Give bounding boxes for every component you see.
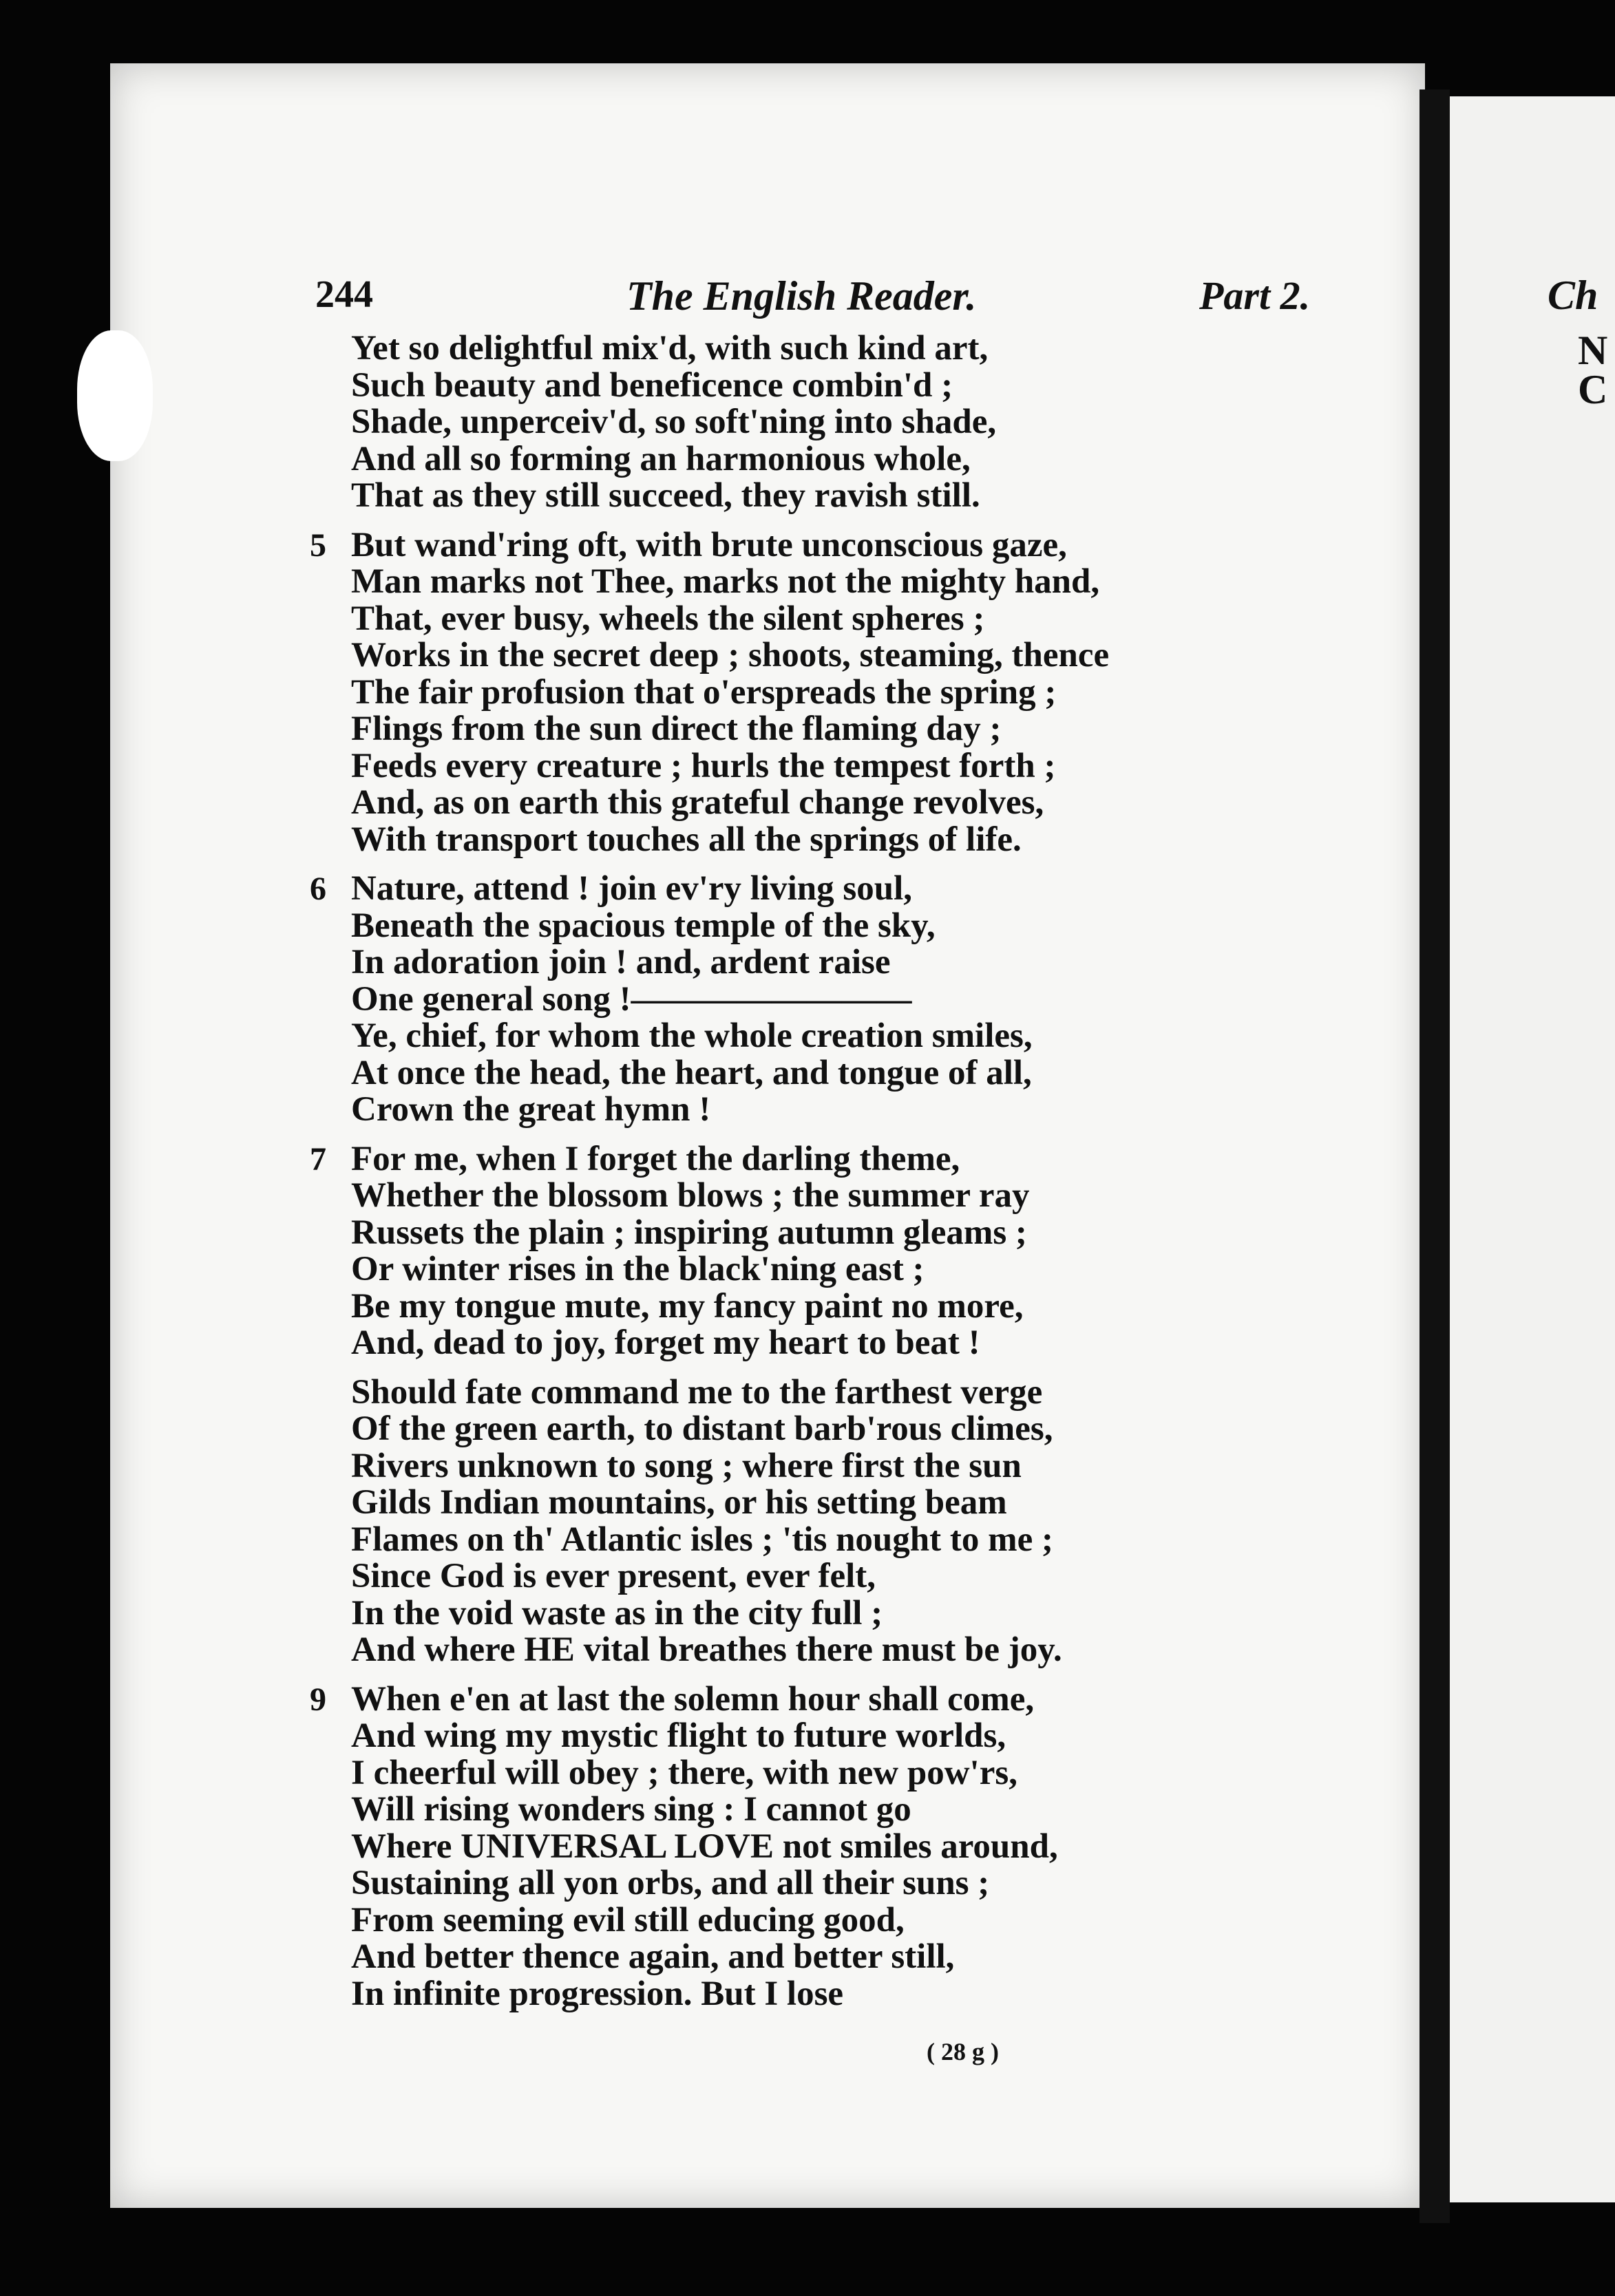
stanza-number: 6 [310, 871, 326, 907]
verse-line [275, 404, 1308, 441]
stanza [275, 1141, 1308, 1362]
verse-line [275, 748, 1308, 785]
verse-line [275, 674, 1308, 712]
verse-line-text: Feeds every creature ; hurls the tempest forth ; [351, 746, 1056, 785]
verse-line [275, 1178, 1308, 1215]
verse-line [275, 1976, 1308, 2013]
verse-line [275, 564, 1308, 601]
verse-line-text: In the void waste as in the city full ; [351, 1593, 883, 1633]
verse-line-text: Beneath the spacious temple of the sky, [351, 906, 936, 945]
stanza [275, 527, 1308, 859]
verse-line-text: Crown the great hymn ! [351, 1090, 711, 1129]
verse-line-text: In adoration join ! and, ardent raise [351, 943, 891, 981]
verse-line [275, 1141, 1308, 1178]
adjacent-page-fragment: N [1578, 328, 1608, 373]
verse-line-text: Be my tongue mute, my fancy paint no more, [351, 1286, 1024, 1326]
verse-line-text: Man marks not Thee, marks not the mighty hand, [351, 562, 1100, 601]
verse-line-text: And, dead to joy, forget my heart to beat ! [351, 1324, 980, 1362]
verse-line-text: And, as on earth this grateful change revolves, [351, 783, 1044, 822]
verse-line [275, 981, 1308, 1019]
verse-line [275, 1522, 1308, 1559]
verse-line [275, 908, 1308, 945]
verse-line [275, 1485, 1308, 1522]
verse-line [275, 1632, 1308, 1669]
verse-line-text: In infinite progression. But I lose [351, 1974, 844, 2013]
verse-line [275, 365, 1308, 405]
verse-line-text: And all so forming an harmonious whole, [351, 439, 971, 478]
verse-line-text: Sustaining all yon orbs, and all their suns ; [351, 1864, 990, 1902]
verse-line-text: And wing my mystic flight to future worlds, [351, 1716, 1006, 1755]
page-gutter [1419, 89, 1450, 2223]
verse-line [275, 527, 1308, 564]
running-title: The English Reader. [626, 273, 977, 319]
verse-line [275, 944, 1308, 981]
verse-line [275, 1374, 1308, 1412]
verse-line [275, 1829, 1308, 1866]
verse-line-text: Russets the plain ; inspiring autumn gleams ; [351, 1213, 1027, 1252]
stanza-number: 5 [310, 527, 326, 564]
verse-line [275, 1865, 1308, 1902]
verse-line [275, 637, 1308, 674]
verse-line-text: And better thence again, and better still, [351, 1937, 955, 1976]
verse-line [275, 711, 1308, 748]
stanza [275, 330, 1308, 515]
verse-line [275, 1558, 1308, 1595]
verse-line-text: The fair profusion that o'erspreads the spring ; [351, 672, 1057, 712]
verse-line [275, 1755, 1308, 1792]
verse-line [275, 1055, 1308, 1092]
verse-line [275, 1251, 1308, 1288]
verse-line [275, 1939, 1308, 1976]
verse-line [275, 601, 1308, 638]
verse-line [275, 1792, 1308, 1829]
paper-damage-mark [77, 330, 153, 461]
verse-line-text: And where HE vital breathes there must be joy. [351, 1630, 1062, 1669]
verse-line-text: With transport touches all the springs of life. [351, 820, 1022, 859]
verse-line-text: Nature, attend ! join ev'ry living soul, [351, 869, 913, 908]
adjacent-page-fragment: C [1578, 367, 1608, 412]
verse-line-text: Where UNIVERSAL LOVE not smiles around, [351, 1827, 1058, 1866]
verse-line-text: At once the head, the heart, and tongue of all, [351, 1053, 1032, 1092]
verse-line [275, 1595, 1308, 1633]
part-label: Part 2. [1199, 273, 1311, 318]
verse-line [275, 1448, 1308, 1485]
verse-line [275, 478, 1308, 515]
verse-line-text: That as they still succeed, they ravish still. [351, 476, 980, 515]
stanza [275, 1681, 1308, 2013]
verse-line [275, 1092, 1308, 1129]
verse-line-text: Rivers unknown to song ; where first the sun [351, 1446, 1022, 1485]
verse-line [275, 1681, 1308, 1719]
verse-line-text: Such beauty and beneficence combin'd ; [351, 365, 953, 405]
verse-line-text: Whether the blossom blows ; the summer ray [351, 1176, 1030, 1215]
verse-line-text: Works in the secret deep ; shoots, steaming, thence [351, 636, 1110, 674]
verse-line-text: Should fate command me to the farthest verge [351, 1372, 1043, 1412]
stanza-number: 9 [310, 1681, 326, 1718]
verse-line-text: Of the green earth, to distant barb'rous climes, [351, 1410, 1053, 1448]
poem-text [275, 330, 1308, 2025]
verse-line-text: One general song !———————— [351, 979, 912, 1019]
verse-line [275, 871, 1308, 908]
verse-line [275, 1411, 1308, 1448]
verse-line [275, 1215, 1308, 1252]
verse-line [275, 1288, 1308, 1326]
printer-signature: ( 28 g ) [927, 2038, 999, 2065]
verse-line-text: Will rising wonders sing : I cannot go [351, 1790, 911, 1829]
adjacent-page-fragment: Ch [1548, 273, 1598, 318]
verse-line-text: Gilds Indian mountains, or his setting beam [351, 1483, 1007, 1522]
verse-line-text: Since God is ever present, ever felt, [351, 1557, 876, 1595]
verse-line-text: But wand'ring oft, with brute unconscious gaze, [351, 525, 1067, 564]
page-number: 244 [315, 273, 373, 316]
verse-line-text: Flames on th' Atlantic isles ; 'tis nought to me ; [351, 1520, 1053, 1559]
verse-line-text: From seeming evil still educing good, [351, 1900, 905, 1939]
verse-line-text: That, ever busy, wheels the silent spheres ; [351, 599, 985, 638]
verse-line-text: Flings from the sun direct the flaming day ; [351, 710, 1002, 748]
verse-line-text: Shade, unperceiv'd, so soft'ning into shade, [351, 403, 997, 441]
verse-line [275, 1902, 1308, 1939]
verse-line [275, 1718, 1308, 1755]
verse-line [275, 1325, 1308, 1362]
verse-line-text: Yet so delightful mix'd, with such kind art, [351, 329, 989, 368]
verse-line [275, 441, 1308, 478]
verse-line-text: I cheerful will obey ; there, with new pow'rs, [351, 1753, 1017, 1792]
verse-line-text: When e'en at last the solemn hour shall come, [351, 1679, 1035, 1719]
verse-line-text: Ye, chief, for whom the whole creation smiles, [351, 1017, 1033, 1055]
verse-line [275, 1018, 1308, 1055]
stanza [275, 1374, 1308, 1669]
verse-line-text: Or winter rises in the black'ning east ; [351, 1250, 925, 1288]
stanza-number: 7 [310, 1140, 326, 1178]
verse-line [275, 330, 1308, 368]
stanza [275, 871, 1308, 1129]
verse-line [275, 785, 1308, 822]
verse-line-text: For me, when I forget the darling theme, [351, 1139, 960, 1178]
verse-line [275, 822, 1308, 859]
